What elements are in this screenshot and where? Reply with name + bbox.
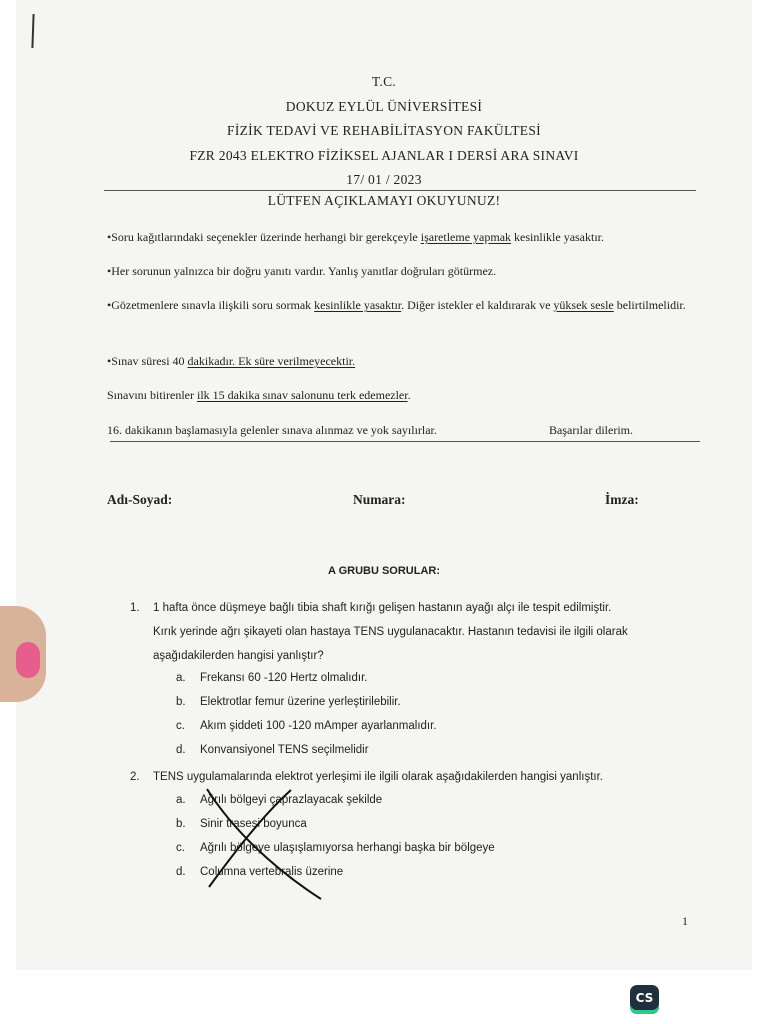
question-text: TENS uygulamalarında elektrot yerleşimi ile ilgili olarak aşağıdakilerden hangisi yanlıştır. — [153, 771, 603, 783]
header-university: DOKUZ EYLÜL ÜNİVERSİTESİ — [285, 98, 483, 114]
header-country: T.C. — [371, 74, 397, 89]
camscanner-logo-icon: CS — [630, 985, 659, 1014]
rule-2: •Her sorunun yalnızca bir doğru yanıtı vardır. Yanlış yanıtlar doğruları götürmez. — [107, 264, 497, 278]
header-faculty: FİZİK TEDAVİ VE REHABİLİTASYON FAKÜLTESİ — [227, 123, 541, 138]
question-number: 2. — [130, 771, 140, 783]
notice-heading: LÜTFEN AÇIKLAMAYI OKUYUNUZ! — [267, 193, 501, 208]
page-number: 1 — [682, 914, 688, 928]
rule-1: •Soru kağıtlarındaki seçenekler üzerinde herhangi bir gerekçeyle işaretleme yapmak kesinlikle yasaktır. — [107, 230, 605, 244]
exam-header — [16, 70, 752, 193]
question-text: 1 hafta önce düşmeye bağlı tibia shaft kırığı gelişen hastanın ayağı alçı ile tespit edilmiştir. Kırık yerinde ağrı şikayeti olan hastaya TENS uygulanacaktır. Hastanın tedavisi ile ilgili olarak aşağıdakilerden hangisi yanlıştır? — [153, 602, 628, 662]
header-date: 17/ 01 / 2023 — [346, 172, 422, 187]
rule-6: 16. dakikanın başlamasıyla gelenler sınava alınmaz ve yok sayılırlar. Başarılar dilerim. — [107, 423, 633, 437]
pen-mark — [31, 14, 34, 48]
handwritten-cross-mark — [201, 787, 326, 902]
rule-5: Sınavını bitirenler ilk 15 dakika sınav salonunu terk edemezler. — [107, 388, 411, 402]
good-luck-text: Başarılar dilerim. — [549, 423, 633, 437]
exam-sheet: T.C. DOKUZ EYLÜL ÜNİVERSİTESİ FİZİK TEDAVİ VE REHABİLİTASYON FAKÜLTESİ FZR 2043 ELEKTRO FİZİKSEL AJANLAR I DERSİ ARA SINAVI 17/ 01 / 2023 LÜTFEN AÇIKLAMAYI OKUYUNUZ! •Soru kağıtlarındaki seçenekler üzerinde herhangi bir gerekçeyle işaretleme yapmak kesinlikle yasaktır. •Her sorunun yalnızca bir doğru yanıtı vardır. Yanlış yanıtlar doğruları götürmez. •Gözetmenlere sınavla ilişkili soru sormak kesinlikle yasaktır. Diğer istekler el kaldırarak ve yüksek sesle belirtilmelidir. •Sınav süresi 40 dakikadır. Ek süre verilmeyecektir. Sınavını bitirenler ilk 15 dakika sınav salonunu terk edemezler. 16. dakikanın başlamasıyla gelenler sınava alınmaz ve yok sayılırlar. Başarılar dilerim. Adı-Soyad: Numara: İmza: A GRUBU SORULAR: 1. 1 hafta önce düşmeye bağlı tibia shaft kırığı gelişen hastanın ayağı alçı ile tespit edilmiştir. Kırık yerinde ağrı şikayeti olan hastaya TENS uygulanacaktır. Hastanın tedavisi ile ilgili olarak aşağıdakilerden hangisi yanlıştır? a. Frekansı 60 -120 Hertz olmalıdır. b. Elektrotlar femur üzerine yerleştirilebilir. c. Akım şiddeti 100 -120 mAmper ayarlanmalıdır. d. Konvansiyonel TENS seçilmelidir 2. TENS uygulamalarında elektrot yerleşimi ile ilgili olarak aşağıdakilerden hangisi yanlıştır. a. Ağrılı bölgeyi çaprazlayacak şekilde b. Sinir trasesi boyunca c. Ağrılı bölgeye ulaşışlamıyorsa herhangi başka bir bölgeye d. Columna vertebralis üzerine 1 — [16, 0, 752, 970]
fingernail — [16, 642, 40, 678]
section-title: A GRUBU SORULAR: — [327, 565, 441, 577]
divider-bottom — [110, 441, 700, 442]
rule-4: •Sınav süresi 40 dakikadır. Ek süre verilmeyecektir. — [107, 354, 356, 368]
rule-3: •Gözetmenlere sınavla ilişkili soru sormak kesinlikle yasaktır. Diğer istekler el kaldırarak ve yüksek sesle belirtilmelidir. — [107, 298, 686, 312]
divider-top — [104, 190, 696, 191]
signature-field-label: İmza: — [605, 492, 639, 507]
name-field-label: Adı-Soyad: — [107, 492, 173, 507]
header-course: FZR 2043 ELEKTRO FİZİKSEL AJANLAR I DERSİ ARA SINAVI — [189, 147, 579, 163]
question-number: 1. — [130, 602, 140, 614]
number-field-label: Numara: — [353, 492, 406, 507]
